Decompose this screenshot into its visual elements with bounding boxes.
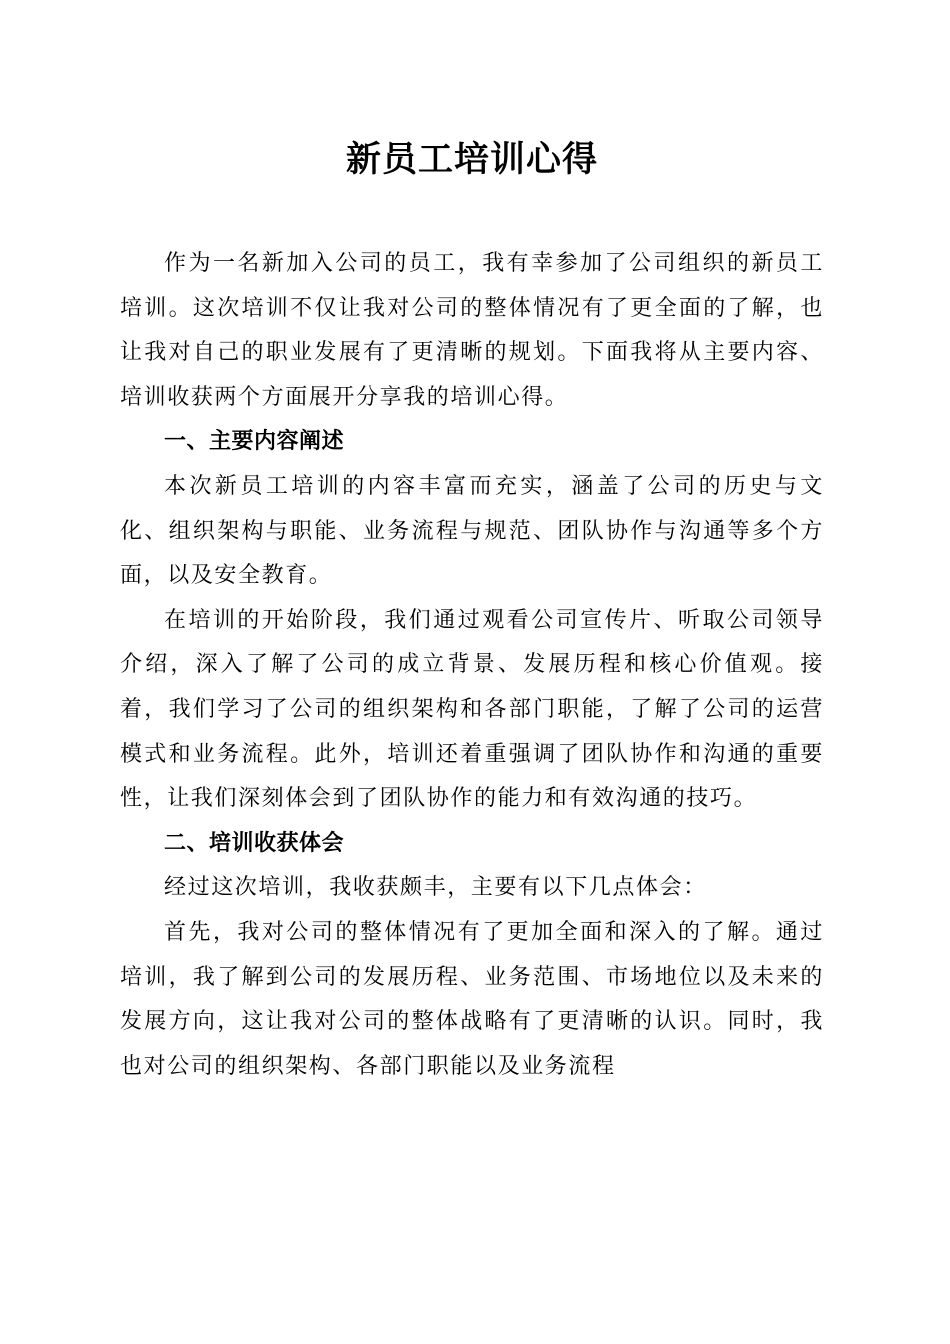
intro-paragraph: 作为一名新加入公司的员工，我有幸参加了公司组织的新员工培训。这次培训不仅让我对公司的整体情况有了更全面的了解，也让我对自己的职业发展有了更清晰的规划。下面我将从主要内容、培训收获两个方面展开分享我的培训心得。	[120, 251, 824, 410]
document-title: 新员工培训心得	[345, 139, 598, 180]
section-heading-main-content: 一、主要内容阐述	[164, 429, 345, 455]
section-heading-training-gains: 二、培训收获体会	[164, 830, 345, 856]
section2-paragraph-1: 经过这次培训，我收获颇丰，主要有以下几点体会：	[164, 875, 707, 901]
section1-paragraph-2: 在培训的开始阶段，我们通过观看公司宣传片、听取公司领导介绍，深入了解了公司的成立背景、发展历程和核心价值观。接着，我们学习了公司的组织架构和各部门职能，了解了公司的运营模式和业务流程。此外，培训还着重强调了团队协作和沟通的重要性，让我们深刻体会到了团队协作的能力和有效沟通的技巧。	[120, 607, 824, 812]
document-page	[120, 128, 824, 1089]
section1-paragraph-1: 本次新员工培训的内容丰富而充实，涵盖了公司的历史与文化、组织架构与职能、业务流程与规范、团队协作与沟通等多个方面，以及安全教育。	[120, 473, 824, 589]
section2-paragraph-2: 首先，我对公司的整体情况有了更加全面和深入的了解。通过培训，我了解到公司的发展历程、业务范围、市场地位以及未来的发展方向，这让我对公司的整体战略有了更清晰的认识。同时，我也对公司的组织架构、各部门职能以及业务流程	[120, 919, 824, 1079]
